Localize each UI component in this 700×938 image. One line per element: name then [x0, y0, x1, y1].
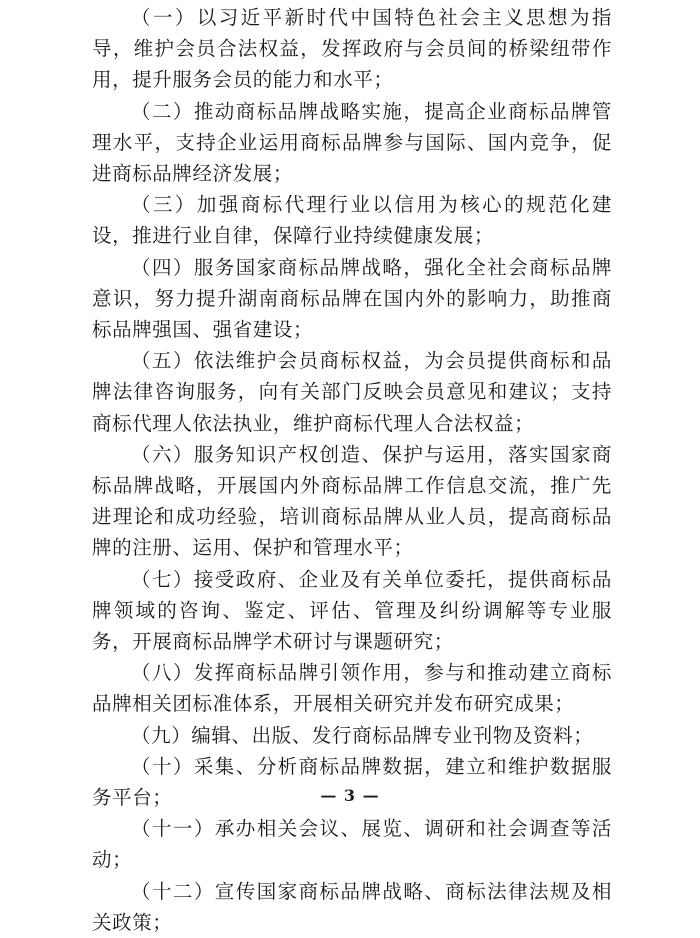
paragraph-item-11: （十一）承办相关会议、展览、调研和社会调查等活动； — [92, 817, 612, 872]
paragraph-item-9: （九）编辑、出版、发行商标品牌专业刊物及资料； — [131, 723, 594, 747]
paragraph-item-10: （十）采集、分析商标品牌数据，建立和维护数据服务平台； — [92, 754, 612, 810]
paragraph-item-5: （五）依法维护会员商标权益，为会员提供商标和品牌法律咨询服务，向有关部门反映会员意见和建议；支持商标代理人依法执业，维护商标代理人合法权益； — [92, 349, 612, 435]
paragraph-item-4: （四）服务国家商标品牌战略，强化全社会商标品牌意识，努力提升湖南商标品牌在国内外的影响力，助推商标品牌强国、强省建设； — [92, 255, 612, 342]
paragraph-item-6: （六）服务知识产权创造、保护与运用，落实国家商标品牌战略，开展国内外商标品牌工作信息交流，推广先进理论和成功经验，培训商标品牌从业人员，提高商标品牌的注册、运用、保护和管理水平； — [92, 442, 612, 560]
paragraph-item-12: （十二）宣传国家商标品牌战略、商标法律法规及相关政策； — [92, 879, 612, 934]
paragraph-item-2: （二）推动商标品牌战略实施，提高企业商标品牌管理水平，支持企业运用商标品牌参与国际、国内竞争，促进商标品牌经济发展； — [92, 99, 612, 186]
paragraph-item-7: （七）接受政府、企业及有关单位委托，提供商标品牌领域的咨询、鉴定、评估、管理及纠纷调解等专业服务，开展商标品牌学术研讨与课题研究； — [92, 567, 612, 654]
paragraph-item-8: （八）发挥商标品牌引领作用，参与和推动建立商标品牌相关团标准体系，开展相关研究并发布研究成果； — [92, 661, 612, 716]
page-number: — 3 — — [320, 786, 380, 805]
paragraph-item-3: （三）加强商标代理行业以信用为核心的规范化建设，推进行业自律，保障行业持续健康发展； — [92, 193, 612, 248]
paragraph-item-1: （一）以习近平新时代中国特色社会主义思想为指导，维护会员合法权益，发挥政府与会员间的桥梁纽带作用，提升服务会员的能力和水平； — [92, 6, 612, 92]
